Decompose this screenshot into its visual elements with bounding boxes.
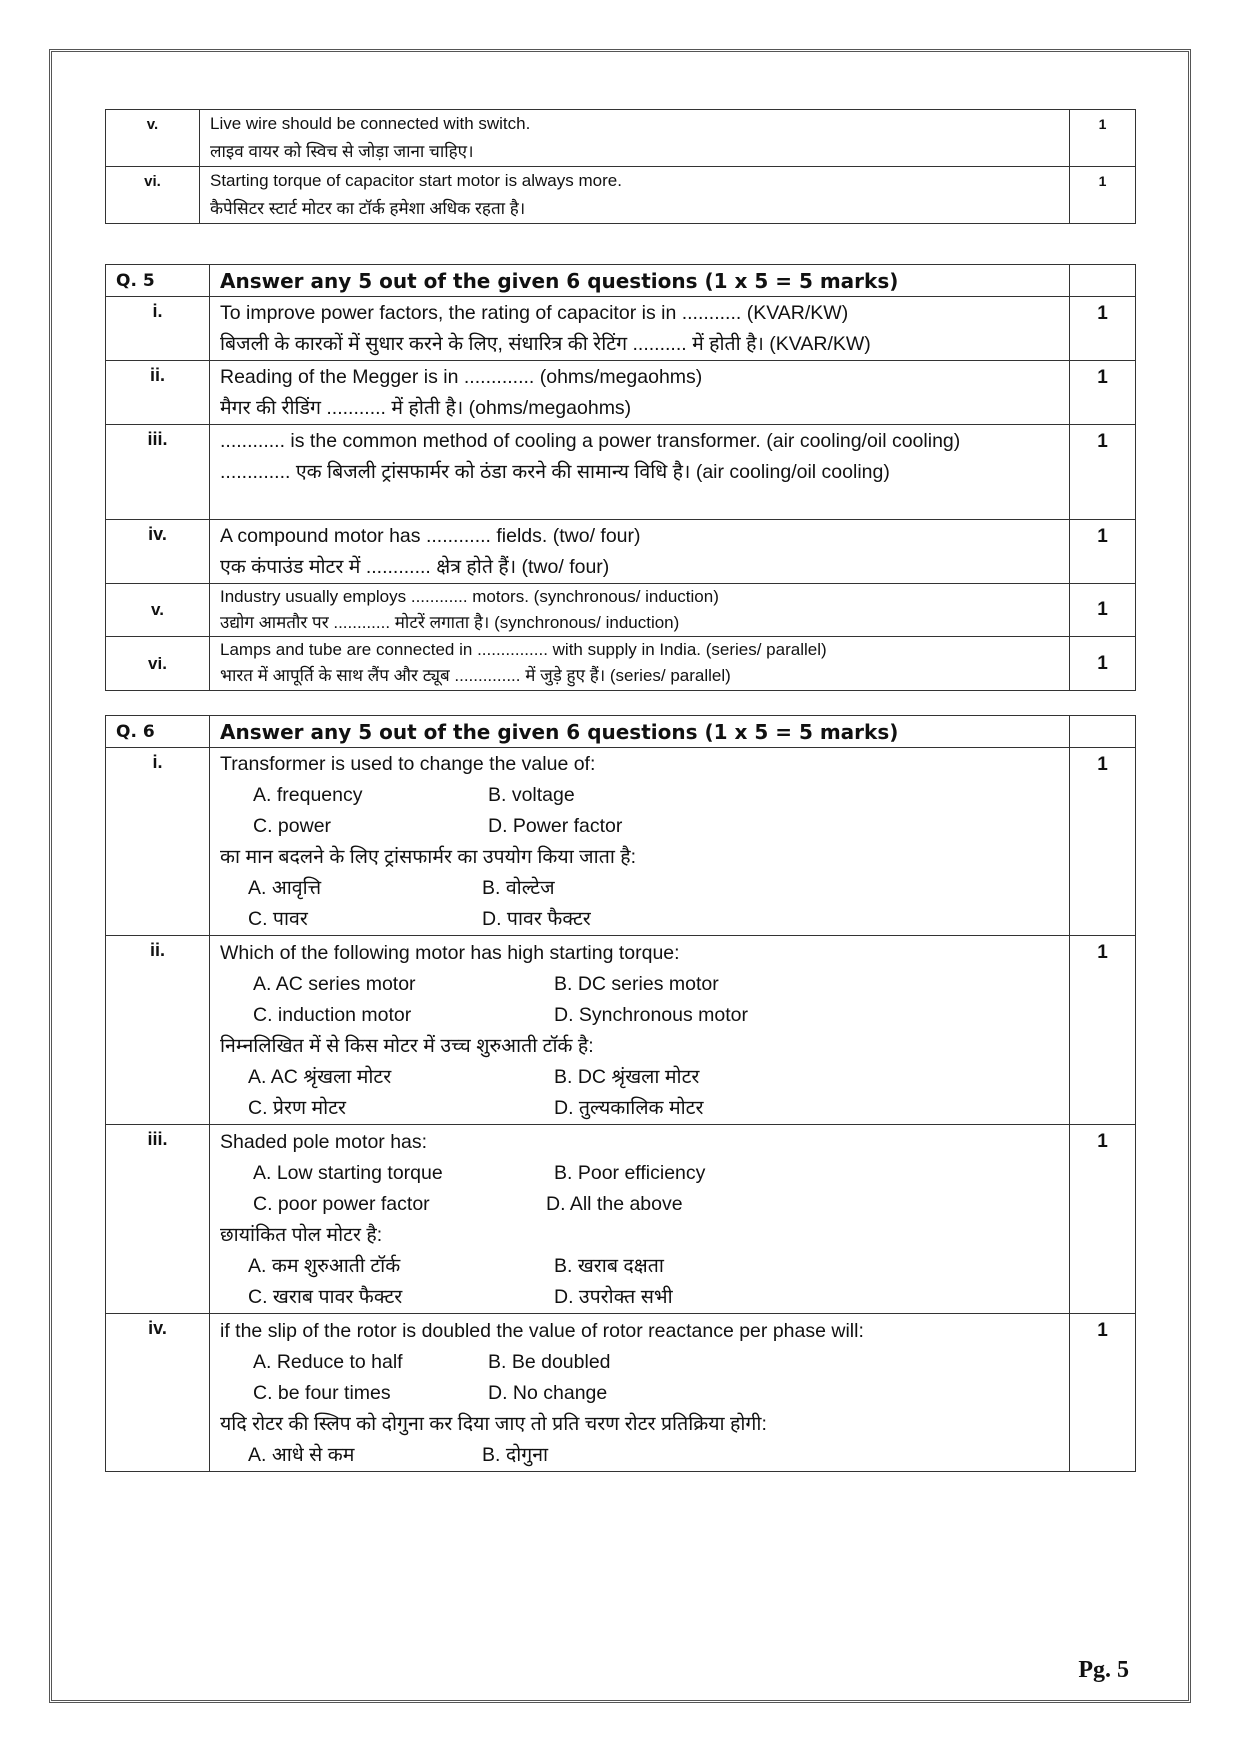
option-c: C. induction motor (253, 1004, 412, 1026)
option-d: D. No change (488, 1382, 608, 1404)
question-text-en: Lamps and tube are connected in ............... with supply in India. (series/ parallel) (220, 640, 827, 659)
question-text-en: Industry usually employs ............ motors. (synchronous/ induction) (220, 587, 719, 606)
question-text-hi: ............. एक बिजली ट्रांसफार्मर को ठंडा करने की सामान्य विधि है। (air cooling/oil cooling) (220, 461, 890, 483)
option-c: C. be four times (253, 1382, 391, 1404)
option-c: C. खराब पावर फैक्टर (248, 1286, 403, 1308)
question-text-en: Which of the following motor has high starting torque: (220, 942, 680, 964)
option-b: B. DC series motor (554, 973, 719, 995)
question-text-en: if the slip of the rotor is doubled the value of rotor reactance per phase will: (220, 1320, 864, 1342)
marks-header (1070, 265, 1136, 297)
table-row (106, 425, 1136, 520)
marks: 1 (1070, 361, 1136, 425)
marks: 1 (1070, 425, 1136, 520)
question-number: ii. (106, 361, 210, 425)
marks: 1 (1070, 637, 1136, 691)
question-text-hi: छायांकित पोल मोटर है: (220, 1224, 383, 1246)
question-number: iv. (106, 1314, 210, 1472)
options-en (220, 1158, 1059, 1220)
question-text-hi: लाइव वायर को स्विच से जोड़ा जाना चाहिए। (210, 142, 474, 161)
option-d: D. Synchronous motor (554, 1004, 749, 1026)
option-d: D. पावर फैक्टर (482, 908, 591, 930)
question-text-en: Live wire should be connected with switch. (210, 114, 531, 133)
option-b: B. Be doubled (488, 1351, 611, 1373)
options-hi (220, 873, 1059, 935)
table-row (106, 167, 1136, 224)
section-instruction: Answer any 5 out of the given 6 questions (1 x 5 = 5 marks) (210, 265, 1070, 297)
q6-table (105, 715, 1136, 1472)
option-d: D. All the above (546, 1193, 683, 1215)
table-row (106, 637, 1136, 691)
q4-continued-table (105, 109, 1136, 224)
q5-table (105, 264, 1136, 691)
option-b: B. DC श्रृंखला मोटर (554, 1066, 700, 1088)
table-row (106, 297, 1136, 361)
question-number: iii. (106, 425, 210, 520)
option-a: A. आवृत्ति (248, 877, 322, 899)
option-a: A. आधे से कम (248, 1444, 355, 1466)
section-header-row (106, 716, 1136, 748)
question-number: vi. (106, 167, 200, 224)
table-row (106, 584, 1136, 637)
marks: 1 (1070, 520, 1136, 584)
question-number: vi. (106, 637, 210, 691)
section-instruction: Answer any 5 out of the given 6 questions (1 x 5 = 5 marks) (210, 716, 1070, 748)
option-b: B. खराब दक्षता (554, 1255, 664, 1277)
question-text-en: A compound motor has ............ fields. (two/ four) (220, 525, 641, 547)
option-c: C. poor power factor (253, 1193, 430, 1215)
table-row (106, 1314, 1136, 1472)
marks: 1 (1070, 936, 1136, 1125)
section-label: Q. 6 (106, 716, 210, 748)
section-header-row (106, 265, 1136, 297)
question-text-hi: उद्योग आमतौर पर ............ मोटरें लगाता है। (synchronous/ induction) (220, 613, 680, 632)
options-hi (220, 1440, 1059, 1471)
question-number: i. (106, 297, 210, 361)
option-c: C. पावर (248, 908, 308, 930)
page-number: Pg. 5 (1078, 1657, 1129, 1683)
option-a: A. Low starting torque (253, 1162, 443, 1184)
option-d: D. उपरोक्त सभी (554, 1286, 673, 1308)
option-a: A. frequency (253, 784, 363, 806)
question-text-hi: निम्नलिखित में से किस मोटर में उच्च शुरुआती टॉर्क है: (220, 1035, 594, 1057)
question-number: v. (106, 110, 200, 167)
question-text-en: ............ is the common method of cooling a power transformer. (air cooling/oil cooling) (220, 430, 961, 452)
section-label: Q. 5 (106, 265, 210, 297)
marks: 1 (1070, 297, 1136, 361)
marks: 1 (1070, 748, 1136, 936)
marks: 1 (1070, 1314, 1136, 1472)
options-hi (220, 1251, 1059, 1313)
marks: 1 (1070, 167, 1136, 224)
question-text-hi: भारत में आपूर्ति के साथ लैंप और ट्यूब .............. में जुड़े हुए हैं। (series/ parallel) (220, 666, 731, 685)
question-text-en: Reading of the Megger is in ............. (ohms/megaohms) (220, 366, 703, 388)
marks: 1 (1070, 1125, 1136, 1314)
option-b: B. voltage (488, 784, 575, 806)
options-hi (220, 1062, 1059, 1124)
option-d: D. तुल्यकालिक मोटर (554, 1097, 704, 1119)
question-text-en: Transformer is used to change the value of: (220, 753, 596, 775)
question-text-hi: एक कंपाउंड मोटर में ............ क्षेत्र होते हैं। (two/ four) (220, 556, 610, 578)
question-text-hi: का मान बदलने के लिए ट्रांसफार्मर का उपयोग किया जाता है: (220, 846, 637, 868)
table-row (106, 110, 1136, 167)
options-en (220, 780, 1059, 842)
option-a: A. Reduce to half (253, 1351, 403, 1373)
option-c: C. power (253, 815, 332, 837)
question-text-en: Starting torque of capacitor start motor is always more. (210, 171, 622, 190)
marks: 1 (1070, 584, 1136, 637)
question-text-en: To improve power factors, the rating of capacitor is in ........... (KVAR/KW) (220, 302, 849, 324)
options-en (220, 1347, 1059, 1409)
option-a: A. AC series motor (253, 973, 416, 995)
option-b: B. Poor efficiency (554, 1162, 706, 1184)
question-number: i. (106, 748, 210, 936)
question-text-hi: कैपेसिटर स्टार्ट मोटर का टॉर्क हमेशा अधिक रहता है। (210, 199, 526, 218)
question-number: iv. (106, 520, 210, 584)
table-row (106, 936, 1136, 1125)
question-number: iii. (106, 1125, 210, 1314)
question-text-hi: बिजली के कारकों में सुधार करने के लिए, संधारित्र की रेटिंग .......... में होती है। (KVAR/KW) (220, 333, 871, 355)
option-a: A. कम शुरुआती टॉर्क (248, 1255, 401, 1277)
option-b: B. वोल्टेज (482, 877, 555, 899)
option-a: A. AC श्रृंखला मोटर (248, 1066, 392, 1088)
options-en (220, 969, 1059, 1031)
table-row (106, 361, 1136, 425)
marks: 1 (1070, 110, 1136, 167)
option-c: C. प्रेरण मोटर (248, 1097, 347, 1119)
question-text-en: Shaded pole motor has: (220, 1131, 428, 1153)
question-text-hi: मैगर की रीडिंग ........... में होती है। (ohms/megaohms) (220, 397, 632, 419)
question-number: v. (106, 584, 210, 637)
table-row (106, 748, 1136, 936)
table-row (106, 520, 1136, 584)
option-d: D. Power factor (488, 815, 623, 837)
option-b: B. दोगुना (482, 1444, 549, 1466)
question-text-hi: यदि रोटर की स्लिप को दोगुना कर दिया जाए तो प्रति चरण रोटर प्रतिक्रिया होगी: (220, 1413, 767, 1435)
question-number: ii. (106, 936, 210, 1125)
table-row (106, 1125, 1136, 1314)
marks-header (1070, 716, 1136, 748)
